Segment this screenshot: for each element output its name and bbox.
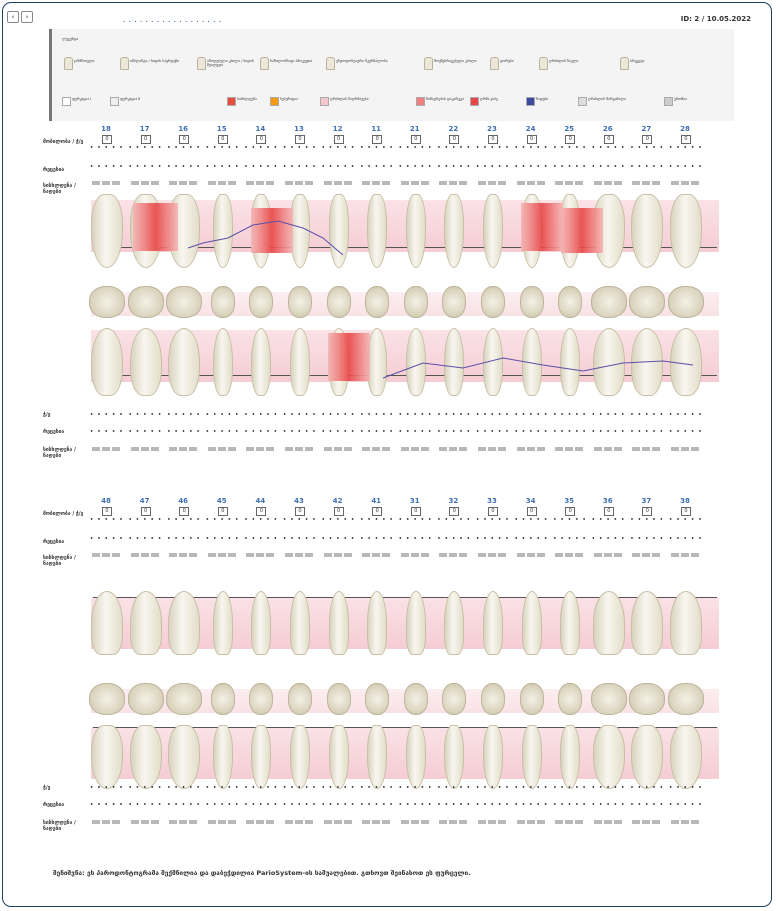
mobility-input[interactable]: 0 xyxy=(256,135,266,144)
tooth-number[interactable]: 28 xyxy=(680,125,690,133)
recession-values[interactable]: • • • • • xyxy=(514,429,549,435)
legend-item: ტორუსი xyxy=(500,59,514,63)
recession-values[interactable]: • • • • • xyxy=(283,802,317,808)
probing-depth-values[interactable]: • • • • • xyxy=(90,517,124,523)
recession-values[interactable]: • • • • • xyxy=(669,164,703,170)
legend-item: ეროზია xyxy=(674,97,687,101)
mobility-input[interactable]: 0 xyxy=(449,507,459,516)
patient-id: ID: 2 / 10.05.2022 xyxy=(680,15,751,23)
recession-values[interactable]: • • • • • xyxy=(591,536,626,542)
prev-button[interactable]: ‹ xyxy=(7,11,19,23)
mobility-input[interactable]: 0 xyxy=(141,507,151,516)
legend-item: ღრძილის ნაკლი xyxy=(549,59,579,63)
probing-depth-values[interactable]: • • • • • xyxy=(476,412,510,418)
tooth-number[interactable]: 45 xyxy=(216,497,227,505)
recession-values[interactable]: • • • • • xyxy=(321,536,356,542)
mobility-input[interactable]: 0 xyxy=(488,135,498,144)
probing-depth-values[interactable]: • • • • • xyxy=(398,785,433,791)
probing-depth-values[interactable]: • • • • • xyxy=(476,785,510,791)
recession-values[interactable]: • • • • • xyxy=(591,429,626,435)
tooth-number[interactable]: 48 xyxy=(101,497,111,505)
probing-depth-values[interactable]: • • • • • xyxy=(283,412,317,418)
probing-depth-values[interactable]: • • • • • xyxy=(205,785,240,791)
row-label-row_bl: სისხლდენა / ნადები xyxy=(43,820,76,832)
probing-depth-values[interactable]: • • • • • xyxy=(553,412,587,418)
recession-values[interactable]: • • • • • xyxy=(398,164,433,170)
probing-depth-values[interactable]: • • • • • xyxy=(167,145,201,151)
row-label-pd: რეცესია xyxy=(43,167,65,173)
recession-values[interactable]: • • • • • xyxy=(553,429,587,435)
probing-depth-values[interactable]: • • • • • xyxy=(128,517,163,523)
probing-depth-values[interactable]: • • • • • xyxy=(476,145,510,151)
legend-item: ამოღებული კბილი / ხიდის შუალედი xyxy=(207,59,254,68)
footnote: შენიშვნა: ეს პაროდონტოგრამა შექმნილია და დაბეჭდილია ParioSystem-ის საშუალებით. გთხოვთ შეინახოთ ეს ფურცელი. xyxy=(53,869,471,877)
mobility-input[interactable]: 0 xyxy=(527,135,537,144)
probing-depth-values[interactable]: • • • • • xyxy=(321,145,356,151)
probing-depth-values[interactable]: • • • • • xyxy=(630,517,665,523)
tooth-number[interactable]: 33 xyxy=(487,497,497,505)
probing-depth-values[interactable]: • • • • • xyxy=(244,412,279,418)
legend-item: ფურკაცია I xyxy=(72,97,92,101)
probing-depth-values[interactable]: • • • • • xyxy=(476,517,510,523)
next-button[interactable]: › xyxy=(21,11,33,23)
probing-depth-values[interactable]: • • • • • xyxy=(514,517,549,523)
row-label-row_bl: სისხლდენა / ნადები xyxy=(43,447,76,459)
tooth-number[interactable]: 43 xyxy=(294,497,304,505)
probing-depth-values[interactable]: • • • • • xyxy=(167,412,201,418)
tooth-number[interactable]: 32 xyxy=(448,497,459,505)
probing-depth-values[interactable]: • • • • • xyxy=(205,517,240,523)
probing-depth-values[interactable]: • • • • • xyxy=(553,145,587,151)
chart-frame xyxy=(2,2,772,907)
probing-depth-values[interactable]: • • • • • xyxy=(630,785,665,791)
tooth-number[interactable]: 13 xyxy=(294,125,304,133)
probing-depth-values[interactable]: • • • • • xyxy=(437,517,472,523)
recession-values[interactable]: • • • • • xyxy=(398,536,433,542)
recession-values[interactable]: • • • • • xyxy=(244,429,279,435)
mobility-input[interactable]: 0 xyxy=(527,507,537,516)
probing-depth-values[interactable]: • • • • • xyxy=(669,145,703,151)
probing-depth-values[interactable]: • • • • • xyxy=(591,785,626,791)
recession-values[interactable]: • • • • • xyxy=(476,802,510,808)
recession-values[interactable]: • • • • • xyxy=(90,429,124,435)
legend-item: იმპლანტი / ხიდის საყრდენი xyxy=(130,59,180,63)
row-label-mobility: მობილობა / ჭ/ე xyxy=(43,511,84,517)
recession-values[interactable]: • • • • • xyxy=(360,536,394,542)
legend-item: მოუწესრიგებელი კბილი xyxy=(434,59,477,63)
mobility-input[interactable]: 0 xyxy=(642,507,652,516)
recession-values[interactable]: • • • • • xyxy=(437,536,472,542)
legend-item: სისხლდენა xyxy=(237,97,257,101)
recession-values[interactable]: • • • • • xyxy=(128,536,163,542)
recession-values[interactable]: • • • • • xyxy=(476,164,510,170)
recession-values[interactable]: • • • • • xyxy=(128,429,163,435)
recession-values[interactable]: • • • • • xyxy=(283,536,317,542)
probing-depth-values[interactable]: • • • • • xyxy=(591,145,626,151)
probing-depth-values[interactable]: • • • • • xyxy=(128,785,163,791)
recession-values[interactable]: • • • • • xyxy=(476,429,510,435)
row-label-bleed: სისხლდენა / ნადები xyxy=(43,555,76,567)
mobility-input[interactable]: 0 xyxy=(681,507,691,516)
recession-values[interactable]: • • • • • xyxy=(669,536,703,542)
legend-item: ფურკაცია II xyxy=(120,97,141,101)
probing-depth-values[interactable]: • • • • • xyxy=(321,412,356,418)
mobility-input[interactable]: 0 xyxy=(256,507,266,516)
probing-depth-values[interactable]: • • • • • xyxy=(437,145,472,151)
mobility-input[interactable]: 0 xyxy=(565,135,575,144)
tooth-number[interactable]: 25 xyxy=(564,125,575,133)
recession-values[interactable]: • • • • • xyxy=(437,429,472,435)
recession-values[interactable]: • • • • • xyxy=(244,164,279,170)
probing-depth-values[interactable]: • • • • • xyxy=(630,145,665,151)
mobility-input[interactable]: 0 xyxy=(604,507,614,516)
legend-title: ლეგენდა xyxy=(62,37,79,41)
probing-depth-values[interactable]: • • • • • xyxy=(591,517,626,523)
recession-values[interactable]: • • • • • xyxy=(321,802,356,808)
probing-depth-values[interactable]: • • • • • xyxy=(437,412,472,418)
tooth-number[interactable]: 47 xyxy=(139,497,150,505)
recession-values[interactable]: • • • • • xyxy=(630,164,665,170)
mobility-input[interactable]: 0 xyxy=(681,135,691,144)
mobility-input[interactable]: 0 xyxy=(449,135,459,144)
probing-depth-values[interactable]: • • • • • xyxy=(630,412,665,418)
mobility-input[interactable]: 0 xyxy=(102,135,112,144)
tooth-number[interactable]: 31 xyxy=(409,497,420,505)
tooth-number[interactable]: 16 xyxy=(178,125,189,133)
recession-values[interactable]: • • • • • xyxy=(244,536,279,542)
probing-depth-values[interactable]: • • • • • xyxy=(398,145,433,151)
recession-values[interactable]: • • • • • xyxy=(244,802,279,808)
recession-values[interactable]: • • • • • xyxy=(591,802,626,808)
attachment-level-line xyxy=(3,3,772,907)
tooth-number[interactable]: 41 xyxy=(371,497,382,505)
mobility-input[interactable]: 0 xyxy=(218,135,228,144)
probing-depth-values[interactable]: • • • • • xyxy=(398,412,433,418)
tooth-number[interactable]: 15 xyxy=(216,125,227,133)
tooth-number[interactable]: 36 xyxy=(602,497,613,505)
mobility-input[interactable]: 0 xyxy=(411,507,421,516)
recession-values[interactable]: • • • • • xyxy=(205,536,240,542)
row-label-row_rec: რეცესია xyxy=(43,802,65,808)
recession-values[interactable]: • • • • • xyxy=(128,802,163,808)
probing-depth-values[interactable]: • • • • • xyxy=(321,785,356,791)
mobility-input[interactable]: 0 xyxy=(295,507,305,516)
probing-depth-values[interactable]: • • • • • xyxy=(669,517,703,523)
legend-item: ღრმა ჯიბე xyxy=(480,97,498,101)
recession-values[interactable]: • • • • • xyxy=(205,802,240,808)
mobility-input[interactable]: 0 xyxy=(334,507,344,516)
probing-depth-values[interactable]: • • • • • xyxy=(514,145,549,151)
tooth-number[interactable]: 17 xyxy=(139,125,150,133)
probing-depth-values[interactable]: • • • • • xyxy=(591,412,626,418)
row-label-row_pd: ჭ/ე xyxy=(43,412,51,418)
probing-depth-values[interactable]: • • • • • xyxy=(514,412,549,418)
recession-values[interactable]: • • • • • xyxy=(398,429,433,435)
row-label-row_rec: რეცესია xyxy=(43,429,65,435)
probing-depth-values[interactable]: • • • • • xyxy=(90,145,124,151)
probing-depth-values[interactable]: • • • • • xyxy=(283,145,317,151)
probing-depth-values[interactable]: • • • • • xyxy=(283,517,317,523)
probing-depth-values[interactable]: • • • • • xyxy=(321,517,356,523)
legend-item: სუპურაცია xyxy=(280,97,298,101)
recession-values[interactable]: • • • • • xyxy=(90,802,124,808)
recession-values[interactable]: • • • • • xyxy=(591,164,626,170)
recession-values[interactable]: • • • • • xyxy=(398,802,433,808)
recession-values[interactable]: • • • • • xyxy=(630,536,665,542)
tooth-number[interactable]: 38 xyxy=(680,497,690,505)
tooth-number[interactable]: 14 xyxy=(255,125,266,133)
tooth-number[interactable]: 35 xyxy=(564,497,575,505)
legend-item: ნაწილობრივი ამოკვეთა xyxy=(270,59,313,63)
probing-depth-values[interactable]: • • • • • xyxy=(360,145,394,151)
probing-depth-values[interactable]: • • • • • xyxy=(553,517,587,523)
mobility-input[interactable]: 0 xyxy=(372,507,382,516)
probing-depth-values[interactable]: • • • • • xyxy=(205,145,240,151)
tooth-number[interactable]: 34 xyxy=(525,497,536,505)
mobility-input[interactable]: 0 xyxy=(488,507,498,516)
mobility-input[interactable]: 0 xyxy=(295,135,305,144)
tooth-number[interactable]: 46 xyxy=(178,497,189,505)
legend-item: ენდოდონტიური მკურნალობა xyxy=(336,59,388,63)
recession-values[interactable]: • • • • • xyxy=(167,164,201,170)
mobility-input[interactable]: 0 xyxy=(411,135,421,144)
recession-values[interactable]: • • • • • xyxy=(283,164,317,170)
tooth-number[interactable]: 22 xyxy=(448,125,459,133)
recession-values[interactable]: • • • • • xyxy=(514,164,549,170)
legend-item: ღრძილის მარგინალი xyxy=(588,97,627,101)
recession-values[interactable]: • • • • • xyxy=(283,429,317,435)
probing-depth-values[interactable]: • • • • • xyxy=(398,517,433,523)
legend-item: ჯანმრთელი xyxy=(74,59,95,63)
recession-values[interactable]: • • • • • xyxy=(476,536,510,542)
recession-values[interactable]: • • • • • xyxy=(514,802,549,808)
recession-values[interactable]: • • • • • xyxy=(630,802,665,808)
tooth-number[interactable]: 23 xyxy=(487,125,497,133)
tooth-number[interactable]: 18 xyxy=(101,125,111,133)
tooth-number[interactable]: 11 xyxy=(371,125,382,133)
probing-depth-values[interactable]: • • • • • xyxy=(360,785,394,791)
mobility-input[interactable]: 0 xyxy=(218,507,228,516)
recession-values[interactable]: • • • • • xyxy=(167,536,201,542)
probing-depth-values[interactable]: • • • • • xyxy=(360,412,394,418)
probing-depth-values[interactable]: • • • • • xyxy=(244,517,279,523)
recession-values[interactable]: • • • • • xyxy=(669,802,703,808)
tooth-number[interactable]: 27 xyxy=(641,125,652,133)
probing-depth-values[interactable]: • • • • • xyxy=(244,145,279,151)
row-label-row_pd: ჭ/ე xyxy=(43,785,51,791)
tooth-number[interactable]: 42 xyxy=(332,497,343,505)
recession-values[interactable]: • • • • • xyxy=(321,429,356,435)
legend-item: ბრეკეტი xyxy=(630,59,645,63)
mobility-input[interactable]: 0 xyxy=(642,135,652,144)
recession-values[interactable]: • • • • • xyxy=(630,429,665,435)
mobility-input[interactable]: 0 xyxy=(565,507,575,516)
legend-item: მიმაგრების დაკარგვა xyxy=(426,97,464,101)
mobility-input[interactable]: 0 xyxy=(334,135,344,144)
recession-values[interactable]: • • • • • xyxy=(669,429,703,435)
probing-depth-values[interactable]: • • • • • xyxy=(90,412,124,418)
recession-values[interactable]: • • • • • xyxy=(437,164,472,170)
probing-depth-values[interactable]: • • • • • xyxy=(128,412,163,418)
recession-values[interactable]: • • • • • xyxy=(553,802,587,808)
probing-depth-values[interactable]: • • • • • xyxy=(360,517,394,523)
recession-values[interactable]: • • • • • xyxy=(553,536,587,542)
probing-depth-values[interactable]: • • • • • xyxy=(514,785,549,791)
title-strip: • • • • • • • • • • • • • • • • • • xyxy=(123,19,223,24)
probing-depth-values[interactable]: • • • • • xyxy=(244,785,279,791)
recession-values[interactable]: • • • • • xyxy=(360,164,394,170)
tooth-number[interactable]: 24 xyxy=(525,125,536,133)
probing-depth-values[interactable]: • • • • • xyxy=(283,785,317,791)
recession-values[interactable]: • • • • • xyxy=(128,164,163,170)
mobility-input[interactable]: 0 xyxy=(141,135,151,144)
recession-values[interactable]: • • • • • xyxy=(360,429,394,435)
tooth-number[interactable]: 12 xyxy=(332,125,343,133)
probing-depth-values[interactable]: • • • • • xyxy=(437,785,472,791)
mobility-input[interactable]: 0 xyxy=(102,507,112,516)
row-label-bleed: სისხლდენა / ნადები xyxy=(43,183,76,195)
recession-values[interactable]: • • • • • xyxy=(514,536,549,542)
legend-item: ღრძილის ჩაღრმავება xyxy=(330,97,369,101)
recession-values[interactable]: • • • • • xyxy=(167,429,201,435)
mobility-input[interactable]: 0 xyxy=(179,135,189,144)
probing-depth-values[interactable]: • • • • • xyxy=(205,412,240,418)
recession-values[interactable]: • • • • • xyxy=(437,802,472,808)
row-label-pd: რეცესია xyxy=(43,539,65,545)
recession-values[interactable]: • • • • • xyxy=(90,536,124,542)
probing-depth-values[interactable]: • • • • • xyxy=(167,785,201,791)
mobility-input[interactable]: 0 xyxy=(179,507,189,516)
probing-depth-values[interactable]: • • • • • xyxy=(669,785,703,791)
tooth-number[interactable]: 44 xyxy=(255,497,266,505)
recession-values[interactable]: • • • • • xyxy=(205,429,240,435)
mobility-input[interactable]: 0 xyxy=(604,135,614,144)
probing-depth-values[interactable]: • • • • • xyxy=(167,517,201,523)
tooth-number[interactable]: 37 xyxy=(641,497,652,505)
probing-depth-values[interactable]: • • • • • xyxy=(90,785,124,791)
recession-values[interactable]: • • • • • xyxy=(360,802,394,808)
recession-values[interactable]: • • • • • xyxy=(205,164,240,170)
recession-values[interactable]: • • • • • xyxy=(321,164,356,170)
mobility-input[interactable]: 0 xyxy=(372,135,382,144)
recession-values[interactable]: • • • • • xyxy=(553,164,587,170)
probing-depth-values[interactable]: • • • • • xyxy=(128,145,163,151)
probing-depth-values[interactable]: • • • • • xyxy=(553,785,587,791)
recession-values[interactable]: • • • • • xyxy=(90,164,124,170)
row-label-mobility: მობილობა / ჭ/ე xyxy=(43,139,84,145)
tooth-number[interactable]: 26 xyxy=(602,125,613,133)
probing-depth-values[interactable]: • • • • • xyxy=(669,412,703,418)
tooth-number[interactable]: 21 xyxy=(409,125,420,133)
recession-values[interactable]: • • • • • xyxy=(167,802,201,808)
legend-item: ნადები xyxy=(536,97,549,101)
